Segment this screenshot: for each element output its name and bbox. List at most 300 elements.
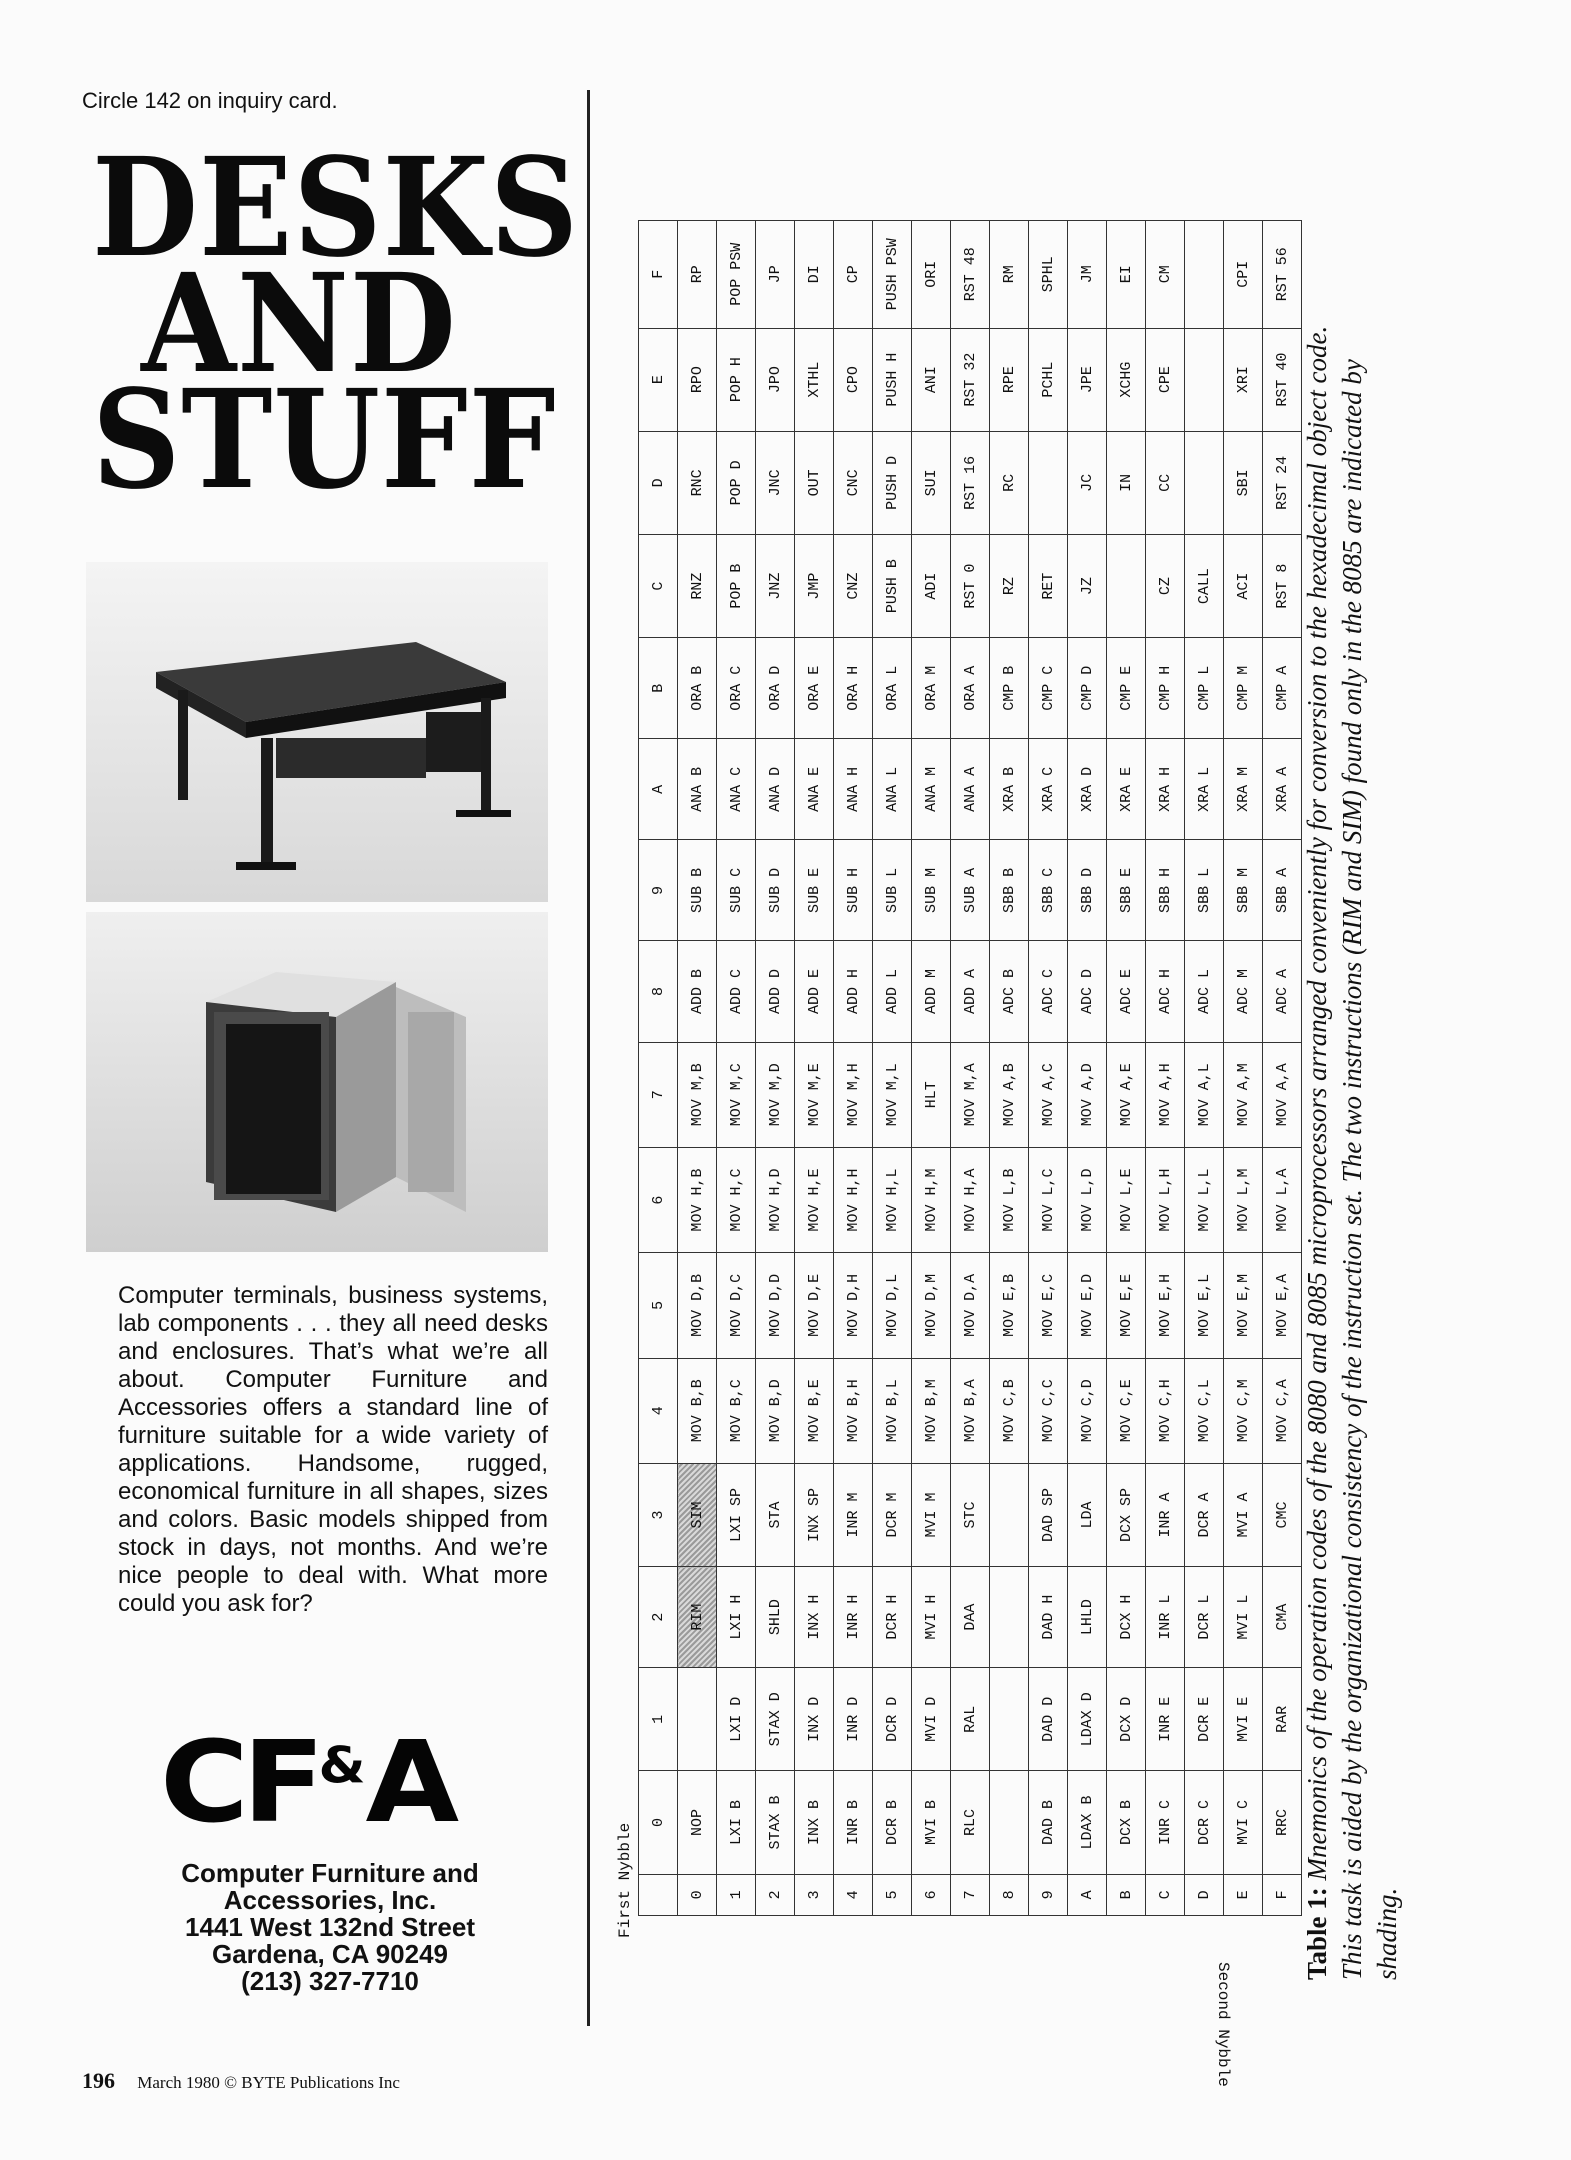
- headline-line-2: AND: [141, 244, 457, 404]
- opcode-cell: ADC D: [1068, 941, 1107, 1042]
- opcode-cell: LXI SP: [717, 1463, 756, 1566]
- opcode-cell: ADC A: [1263, 941, 1302, 1042]
- opcode-cell: SUB C: [717, 840, 756, 941]
- opcode-cell: XRA M: [1224, 739, 1263, 840]
- opcode-cell: RST 8: [1263, 534, 1302, 637]
- opcode-cell: LXI B: [717, 1771, 756, 1874]
- column-header: 3: [639, 1463, 678, 1566]
- opcode-cell: MVI A: [1224, 1463, 1263, 1566]
- opcode-cell: ADC E: [1107, 941, 1146, 1042]
- row-header: 9: [1029, 1874, 1068, 1915]
- opcode-cell: MOV M,C: [717, 1042, 756, 1147]
- caption-text: Mnemonics of the operation codes of the 8080 and 8085 microprocessors arranged conveniently for conversion to the hexadecimal object code. This task is aided by the organizational consistency of the instruction set. The two instructions (RIM and SIM) found only in the 8085 are indicated by shading.: [1302, 325, 1402, 1980]
- column-header: 2: [639, 1567, 678, 1668]
- opcode-cell: RPO: [678, 328, 717, 431]
- opcode-cell: DCX H: [1107, 1567, 1146, 1668]
- opcode-cell: MOV A,H: [1146, 1042, 1185, 1147]
- opcode-cell: RP: [678, 221, 717, 329]
- opcode-cell: SBB D: [1068, 840, 1107, 941]
- opcode-cell: CALL: [1185, 534, 1224, 637]
- opcode-cell: ORA E: [795, 638, 834, 739]
- opcode-cell: INR C: [1146, 1771, 1185, 1874]
- opcode-cell: ORA D: [756, 638, 795, 739]
- opcode-cell: DCR E: [1185, 1668, 1224, 1771]
- opcode-cell: [678, 1668, 717, 1771]
- opcode-cell: INR E: [1146, 1668, 1185, 1771]
- opcode-cell: MOV C,M: [1224, 1358, 1263, 1463]
- opcode-cell: MOV L,B: [990, 1147, 1029, 1252]
- opcode-cell: DCR B: [873, 1771, 912, 1874]
- opcode-cell: RIM: [678, 1567, 717, 1668]
- opcode-cell: ADD E: [795, 941, 834, 1042]
- row-header: D: [1185, 1874, 1224, 1915]
- opcode-cell: LXI D: [717, 1668, 756, 1771]
- opcode-cell: [1185, 221, 1224, 329]
- opcode-cell: STC: [951, 1463, 990, 1566]
- opcode-cell: MOV C,A: [1263, 1358, 1302, 1463]
- opcode-cell: CPO: [834, 328, 873, 431]
- opcode-cell: CMP M: [1224, 638, 1263, 739]
- opcode-cell: ADD B: [678, 941, 717, 1042]
- opcode-cell: PUSH B: [873, 534, 912, 637]
- opcode-cell: JNZ: [756, 534, 795, 637]
- first-nybble-label: First Nybble: [616, 1822, 634, 1938]
- opcode-cell: MOV E,M: [1224, 1253, 1263, 1358]
- opcode-cell: MVI B: [912, 1771, 951, 1874]
- table-row: [1224, 221, 1263, 1916]
- column-header-row: [639, 221, 678, 1916]
- opcode-cell: MOV L,E: [1107, 1147, 1146, 1252]
- opcode-cell: ADD M: [912, 941, 951, 1042]
- opcode-cell: CC: [1146, 431, 1185, 534]
- opcode-cell: MOV L,A: [1263, 1147, 1302, 1252]
- opcode-cell: MOV C,L: [1185, 1358, 1224, 1463]
- column-header: E: [639, 328, 678, 431]
- opcode-cell: RRC: [1263, 1771, 1302, 1874]
- opcode-cell: MVI E: [1224, 1668, 1263, 1771]
- table-row: [873, 221, 912, 1916]
- column-header: 9: [639, 840, 678, 941]
- column-header: C: [639, 534, 678, 637]
- opcode-cell: INR B: [834, 1771, 873, 1874]
- opcode-cell: ACI: [1224, 534, 1263, 637]
- opcode-cell: CMP A: [1263, 638, 1302, 739]
- opcode-cell: ORI: [912, 221, 951, 329]
- opcode-cell: JP: [756, 221, 795, 329]
- opcode-cell: ORA B: [678, 638, 717, 739]
- column-header: 5: [639, 1253, 678, 1358]
- opcode-cell: ANA D: [756, 739, 795, 840]
- opcode-cell: MOV L,H: [1146, 1147, 1185, 1252]
- opcode-table-rotated: [612, 220, 1332, 2087]
- opcode-cell: ANA M: [912, 739, 951, 840]
- address-line: Gardena, CA 90249: [211, 1939, 449, 1969]
- opcode-cell: XRA E: [1107, 739, 1146, 840]
- opcode-cell: MOV M,A: [951, 1042, 990, 1147]
- opcode-cell: XRA B: [990, 739, 1029, 840]
- column-header: D: [639, 431, 678, 534]
- address-line: (213) 327-7710: [241, 1966, 419, 1996]
- opcode-cell: SUB M: [912, 840, 951, 941]
- opcode-cell: MVI H: [912, 1567, 951, 1668]
- opcode-cell: LHLD: [1068, 1567, 1107, 1668]
- opcode-cell: PUSH H: [873, 328, 912, 431]
- column-divider: [587, 90, 590, 2026]
- table-row: [1263, 221, 1302, 1916]
- opcode-cell: POP H: [717, 328, 756, 431]
- row-header: 3: [795, 1874, 834, 1915]
- opcode-cell: CMA: [1263, 1567, 1302, 1668]
- table-caption-rotated: [1300, 280, 1460, 1980]
- opcode-cell: MOV D,M: [912, 1253, 951, 1358]
- page-number: 196: [82, 2068, 115, 2093]
- opcode-cell: RST 0: [951, 534, 990, 637]
- opcode-cell: SBB C: [1029, 840, 1068, 941]
- opcode-cell: MVI D: [912, 1668, 951, 1771]
- opcode-cell: MVI M: [912, 1463, 951, 1566]
- opcode-cell: MOV A,E: [1107, 1042, 1146, 1147]
- opcode-cell: MOV B,C: [717, 1358, 756, 1463]
- opcode-cell: CMC: [1263, 1463, 1302, 1566]
- opcode-cell: DCR L: [1185, 1567, 1224, 1668]
- opcode-cell: MOV C,D: [1068, 1358, 1107, 1463]
- opcode-cell: MOV E,A: [1263, 1253, 1302, 1358]
- opcode-cell: DCR M: [873, 1463, 912, 1566]
- row-header: E: [1224, 1874, 1263, 1915]
- opcode-cell: POP B: [717, 534, 756, 637]
- opcode-cell: CZ: [1146, 534, 1185, 637]
- table-row: [834, 221, 873, 1916]
- opcode-cell: MOV E,C: [1029, 1253, 1068, 1358]
- opcode-cell: INR M: [834, 1463, 873, 1566]
- opcode-cell: MVI C: [1224, 1771, 1263, 1874]
- opcode-cell: MOV M,D: [756, 1042, 795, 1147]
- opcode-cell: MOV H,D: [756, 1147, 795, 1252]
- opcode-cell: MOV B,M: [912, 1358, 951, 1463]
- opcode-cell: SUB E: [795, 840, 834, 941]
- opcode-cell: ORA L: [873, 638, 912, 739]
- opcode-cell: RST 48: [951, 221, 990, 329]
- opcode-cell: STAX B: [756, 1771, 795, 1874]
- opcode-cell: JPO: [756, 328, 795, 431]
- opcode-cell: ANA C: [717, 739, 756, 840]
- opcode-cell: DAD SP: [1029, 1463, 1068, 1566]
- headline-line-3: STUFF: [92, 360, 557, 520]
- opcode-cell: SHLD: [756, 1567, 795, 1668]
- opcode-cell: [990, 1567, 1029, 1668]
- opcode-cell: ADI: [912, 534, 951, 637]
- opcode-cell: ORA M: [912, 638, 951, 739]
- opcode-cell: ADD C: [717, 941, 756, 1042]
- opcode-cell: DAD D: [1029, 1668, 1068, 1771]
- column-header: 6: [639, 1147, 678, 1252]
- opcode-cell: POP PSW: [717, 221, 756, 329]
- opcode-cell: DAA: [951, 1567, 990, 1668]
- opcode-cell: MOV H,M: [912, 1147, 951, 1252]
- opcode-cell: MOV H,B: [678, 1147, 717, 1252]
- table-row: [717, 221, 756, 1916]
- opcode-cell: MOV C,B: [990, 1358, 1029, 1463]
- opcode-table: [638, 220, 1302, 1916]
- opcode-cell: RNC: [678, 431, 717, 534]
- page-footer: [82, 2068, 400, 2094]
- row-header: 5: [873, 1874, 912, 1915]
- opcode-cell: MOV L,C: [1029, 1147, 1068, 1252]
- row-header: F: [1263, 1874, 1302, 1915]
- opcode-cell: ADD A: [951, 941, 990, 1042]
- logo-text-main: CF: [160, 1718, 319, 1848]
- opcode-cell: MOV A,A: [1263, 1042, 1302, 1147]
- opcode-cell: RPE: [990, 328, 1029, 431]
- column-header: 0: [639, 1771, 678, 1874]
- opcode-cell: MOV D,H: [834, 1253, 873, 1358]
- opcode-cell: MOV D,D: [756, 1253, 795, 1358]
- opcode-cell: DCR D: [873, 1668, 912, 1771]
- opcode-cell: ANI: [912, 328, 951, 431]
- address-line: Computer Furniture and: [181, 1858, 479, 1888]
- table-row: [678, 221, 717, 1916]
- opcode-cell: MOV D,A: [951, 1253, 990, 1358]
- opcode-cell: OUT: [795, 431, 834, 534]
- opcode-cell: RST 16: [951, 431, 990, 534]
- opcode-cell: MOV D,C: [717, 1253, 756, 1358]
- opcode-cell: ANA B: [678, 739, 717, 840]
- opcode-cell: ADC M: [1224, 941, 1263, 1042]
- opcode-cell: [1029, 431, 1068, 534]
- opcode-cell: EI: [1107, 221, 1146, 329]
- opcode-cell: MOV A,M: [1224, 1042, 1263, 1147]
- opcode-cell: INX H: [795, 1567, 834, 1668]
- opcode-cell: ADD D: [756, 941, 795, 1042]
- opcode-cell: CMP B: [990, 638, 1029, 739]
- opcode-cell: CPI: [1224, 221, 1263, 329]
- opcode-cell: ORA A: [951, 638, 990, 739]
- column-header: 8: [639, 941, 678, 1042]
- caption-label: Table 1:: [1302, 1887, 1332, 1980]
- opcode-cell: INX B: [795, 1771, 834, 1874]
- opcode-cell: SBB H: [1146, 840, 1185, 941]
- opcode-cell: ANA A: [951, 739, 990, 840]
- opcode-cell: RLC: [951, 1771, 990, 1874]
- opcode-cell: CP: [834, 221, 873, 329]
- ad-headline: [92, 128, 580, 520]
- opcode-cell: PUSH D: [873, 431, 912, 534]
- opcode-cell: MOV H,A: [951, 1147, 990, 1252]
- column-header: 1: [639, 1668, 678, 1771]
- opcode-cell: MOV B,B: [678, 1358, 717, 1463]
- opcode-cell: MOV E,H: [1146, 1253, 1185, 1358]
- company-address: [150, 1860, 510, 1995]
- address-line: 1441 West 132nd Street: [185, 1912, 475, 1942]
- opcode-cell: MOV H,L: [873, 1147, 912, 1252]
- opcode-cell: MOV A,L: [1185, 1042, 1224, 1147]
- opcode-cell: MOV B,E: [795, 1358, 834, 1463]
- opcode-cell: RAL: [951, 1668, 990, 1771]
- table-caption: [1300, 280, 1405, 1980]
- address-line: Accessories, Inc.: [223, 1885, 437, 1915]
- opcode-cell: SPHL: [1029, 221, 1068, 329]
- opcode-cell: INR D: [834, 1668, 873, 1771]
- opcode-cell: RNZ: [678, 534, 717, 637]
- opcode-cell: INX SP: [795, 1463, 834, 1566]
- footer-text: March 1980 © BYTE Publications Inc: [137, 2073, 400, 2092]
- opcode-cell: LDA: [1068, 1463, 1107, 1566]
- opcode-cell: STAX D: [756, 1668, 795, 1771]
- opcode-cell: XRA C: [1029, 739, 1068, 840]
- opcode-cell: SUB L: [873, 840, 912, 941]
- opcode-cell: STA: [756, 1463, 795, 1566]
- opcode-cell: MOV M,H: [834, 1042, 873, 1147]
- opcode-cell: IN: [1107, 431, 1146, 534]
- opcode-cell: SUI: [912, 431, 951, 534]
- table-row: [1107, 221, 1146, 1916]
- opcode-cell: [1107, 534, 1146, 637]
- column-header: A: [639, 739, 678, 840]
- column-header: 7: [639, 1042, 678, 1147]
- opcode-cell: SIM: [678, 1463, 717, 1566]
- opcode-cell: DCX D: [1107, 1668, 1146, 1771]
- opcode-cell: JNC: [756, 431, 795, 534]
- opcode-cell: DCX SP: [1107, 1463, 1146, 1566]
- opcode-cell: MOV C,H: [1146, 1358, 1185, 1463]
- opcode-cell: INR L: [1146, 1567, 1185, 1668]
- opcode-cell: XCHG: [1107, 328, 1146, 431]
- row-header: 0: [678, 1874, 717, 1915]
- opcode-cell: MOV E,D: [1068, 1253, 1107, 1358]
- opcode-cell: MOV M,E: [795, 1042, 834, 1147]
- opcode-cell: SBB M: [1224, 840, 1263, 941]
- opcode-cell: INR A: [1146, 1463, 1185, 1566]
- row-header: 6: [912, 1874, 951, 1915]
- opcode-cell: LXI H: [717, 1567, 756, 1668]
- opcode-cell: MOV E,E: [1107, 1253, 1146, 1358]
- opcode-cell: NOP: [678, 1771, 717, 1874]
- opcode-cell: RET: [1029, 534, 1068, 637]
- opcode-cell: POP D: [717, 431, 756, 534]
- opcode-cell: [1185, 328, 1224, 431]
- opcode-cell: DAD B: [1029, 1771, 1068, 1874]
- opcode-cell: XRA H: [1146, 739, 1185, 840]
- opcode-cell: DCX B: [1107, 1771, 1146, 1874]
- table-row: [951, 221, 990, 1916]
- opcode-cell: MOV A,B: [990, 1042, 1029, 1147]
- opcode-cell: MOV A,D: [1068, 1042, 1107, 1147]
- opcode-cell: SBB L: [1185, 840, 1224, 941]
- opcode-cell: PCHL: [1029, 328, 1068, 431]
- opcode-cell: MOV C,C: [1029, 1358, 1068, 1463]
- opcode-cell: CM: [1146, 221, 1185, 329]
- opcode-cell: RST 56: [1263, 221, 1302, 329]
- opcode-cell: HLT: [912, 1042, 951, 1147]
- opcode-cell: PUSH PSW: [873, 221, 912, 329]
- headline-line-1: DESKS: [92, 128, 580, 288]
- opcode-cell: MOV L,M: [1224, 1147, 1263, 1252]
- column-header: F: [639, 221, 678, 329]
- row-header: 1: [717, 1874, 756, 1915]
- opcode-cell: ANA L: [873, 739, 912, 840]
- opcode-cell: MOV D,B: [678, 1253, 717, 1358]
- table-row: [1029, 221, 1068, 1916]
- table-row: [990, 221, 1029, 1916]
- opcode-cell: RZ: [990, 534, 1029, 637]
- opcode-cell: MOV E,B: [990, 1253, 1029, 1358]
- opcode-cell: MOV C,E: [1107, 1358, 1146, 1463]
- opcode-cell: JZ: [1068, 534, 1107, 637]
- opcode-cell: MOV H,H: [834, 1147, 873, 1252]
- opcode-cell: MOV B,D: [756, 1358, 795, 1463]
- inquiry-note: Circle 142 on inquiry card.: [82, 88, 338, 113]
- opcode-cell: CMP D: [1068, 638, 1107, 739]
- opcode-cell: [990, 1463, 1029, 1566]
- desk-photo: [86, 562, 548, 902]
- opcode-cell: ADC C: [1029, 941, 1068, 1042]
- cfa-logo: [160, 1718, 453, 1848]
- opcode-cell: SBB A: [1263, 840, 1302, 941]
- opcode-cell: DI: [795, 221, 834, 329]
- table-row: [795, 221, 834, 1916]
- opcode-cell: RST 32: [951, 328, 990, 431]
- opcode-cell: CNZ: [834, 534, 873, 637]
- table-row: [912, 221, 951, 1916]
- opcode-cell: CMP E: [1107, 638, 1146, 739]
- opcode-cell: LDAX D: [1068, 1668, 1107, 1771]
- opcode-cell: DAD H: [1029, 1567, 1068, 1668]
- table-row: [1068, 221, 1107, 1916]
- opcode-cell: SUB D: [756, 840, 795, 941]
- ad-body-copy: Computer terminals, business systems, lab components . . . they all need desks and enclosures. That’s what we’re all about. Computer Furniture and Accessories offers a standard line of furniture suitable for a wide variety of applications. Handsome, rugged, economical furniture in all shapes, sizes and colors. Basic models shipped from stock in days, not months. And we’re nice people to deal with. What more could you ask for?: [118, 1282, 548, 1617]
- opcode-cell: SUB H: [834, 840, 873, 941]
- opcode-cell: XRI: [1224, 328, 1263, 431]
- opcode-cell: MOV M,B: [678, 1042, 717, 1147]
- opcode-cell: [990, 1771, 1029, 1874]
- opcode-cell: ANA E: [795, 739, 834, 840]
- column-header: B: [639, 638, 678, 739]
- opcode-cell: SBB B: [990, 840, 1029, 941]
- opcode-cell: MOV B,H: [834, 1358, 873, 1463]
- opcode-cell: ADD H: [834, 941, 873, 1042]
- opcode-cell: RM: [990, 221, 1029, 329]
- column-header: 4: [639, 1358, 678, 1463]
- opcode-cell: MOV L,L: [1185, 1147, 1224, 1252]
- opcode-cell: CMP C: [1029, 638, 1068, 739]
- opcode-cell: INR H: [834, 1567, 873, 1668]
- opcode-cell: ADC B: [990, 941, 1029, 1042]
- opcode-cell: ADD L: [873, 941, 912, 1042]
- cabinet-photo: [86, 912, 548, 1252]
- opcode-cell: MOV B,A: [951, 1358, 990, 1463]
- opcode-cell: JM: [1068, 221, 1107, 329]
- opcode-cell: CPE: [1146, 328, 1185, 431]
- opcode-cell: [990, 1668, 1029, 1771]
- row-header: A: [1068, 1874, 1107, 1915]
- opcode-cell: JPE: [1068, 328, 1107, 431]
- opcode-cell: RST 40: [1263, 328, 1302, 431]
- opcode-cell: ORA C: [717, 638, 756, 739]
- row-header: B: [1107, 1874, 1146, 1915]
- opcode-cell: DCR A: [1185, 1463, 1224, 1566]
- opcode-cell: RC: [990, 431, 1029, 534]
- table-row: [1146, 221, 1185, 1916]
- opcode-cell: CNC: [834, 431, 873, 534]
- opcode-cell: DCR C: [1185, 1771, 1224, 1874]
- opcode-cell: CMP L: [1185, 638, 1224, 739]
- opcode-cell: RST 24: [1263, 431, 1302, 534]
- opcode-cell: XRA A: [1263, 739, 1302, 840]
- opcode-cell: MOV D,E: [795, 1253, 834, 1358]
- opcode-cell: SUB A: [951, 840, 990, 941]
- opcode-cell: ADC L: [1185, 941, 1224, 1042]
- row-header: 8: [990, 1874, 1029, 1915]
